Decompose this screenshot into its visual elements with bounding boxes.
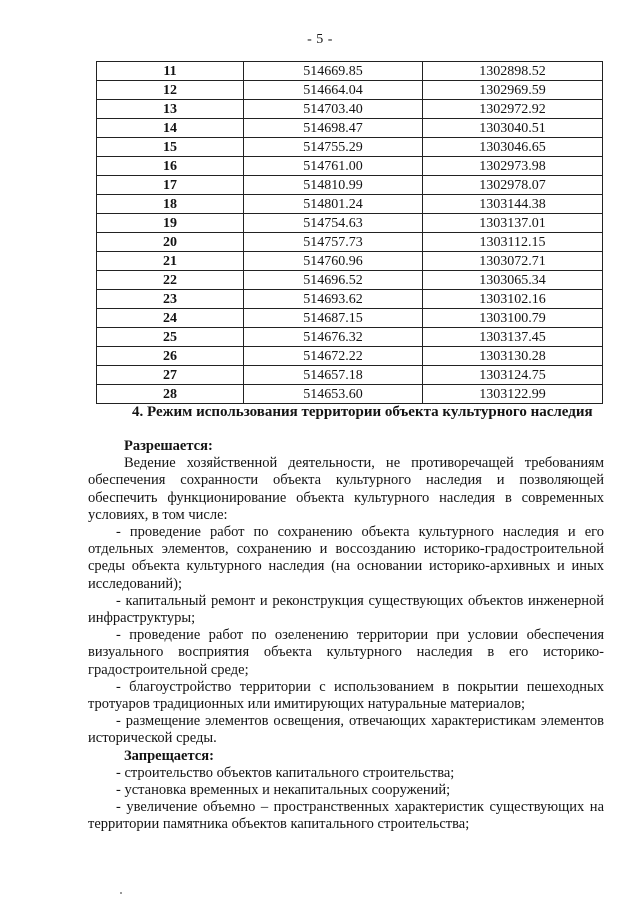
allowed-item: - проведение работ по сохранению объекта культурного наследия и его отдельных элементов, сохранению и воссозданию историко-градостроительной среды объекта культурного наследия (на основании историко-архивных и иных исследований); (88, 524, 604, 592)
section-body (88, 438, 604, 834)
table-row (97, 176, 603, 195)
y-coordinate-cell: 1303130.28 (423, 347, 603, 366)
allowed-item: - благоустройство территории с использованием в покрытии пешеходных тротуаров традиционных или имитирующих натуральные материалов; (88, 678, 604, 713)
x-coordinate-cell: 514693.62 (244, 290, 423, 309)
x-coordinate-cell: 514757.73 (244, 233, 423, 252)
x-coordinate-cell: 514801.24 (244, 195, 423, 214)
point-number-cell: 14 (97, 119, 244, 138)
x-coordinate-cell: 514676.32 (244, 328, 423, 347)
y-coordinate-cell: 1302973.98 (423, 157, 603, 176)
table-row (97, 309, 603, 328)
coordinates-table (96, 61, 603, 404)
y-coordinate-cell: 1303100.79 (423, 309, 603, 328)
y-coordinate-cell: 1302898.52 (423, 62, 603, 81)
point-number-cell: 22 (97, 271, 244, 290)
table-row (97, 328, 603, 347)
table-row (97, 385, 603, 404)
y-coordinate-cell: 1303124.75 (423, 366, 603, 385)
y-coordinate-cell: 1303072.71 (423, 252, 603, 271)
point-number-cell: 13 (97, 100, 244, 119)
x-coordinate-cell: 514703.40 (244, 100, 423, 119)
table-row (97, 366, 603, 385)
table-row (97, 81, 603, 100)
point-number-cell: 15 (97, 138, 244, 157)
x-coordinate-cell: 514669.85 (244, 62, 423, 81)
table-row (97, 195, 603, 214)
x-coordinate-cell: 514696.52 (244, 271, 423, 290)
point-number-cell: 19 (97, 214, 244, 233)
x-coordinate-cell: 514754.63 (244, 214, 423, 233)
table-row (97, 252, 603, 271)
table-row (97, 271, 603, 290)
table-row (97, 119, 603, 138)
point-number-cell: 18 (97, 195, 244, 214)
point-number-cell: 26 (97, 347, 244, 366)
y-coordinate-cell: 1303040.51 (423, 119, 603, 138)
y-coordinate-cell: 1303144.38 (423, 195, 603, 214)
x-coordinate-cell: 514810.99 (244, 176, 423, 195)
allowed-item: - проведение работ по озеленению территории при условии обеспечения визуального восприятия объекта культурного наследия в его историко-градостроительной среде; (88, 627, 604, 678)
y-coordinate-cell: 1302969.59 (423, 81, 603, 100)
point-number-cell: 17 (97, 176, 244, 195)
allowed-intro: Ведение хозяйственной деятельности, не противоречащей требованиям обеспечения сохранности объекта культурного наследия и позволяющей обеспечить функционирование объекта культурного наследия в современных условиях, в том числе: (88, 455, 604, 523)
y-coordinate-cell: 1303137.45 (423, 328, 603, 347)
y-coordinate-cell: 1303102.16 (423, 290, 603, 309)
x-coordinate-cell: 514672.22 (244, 347, 423, 366)
x-coordinate-cell: 514760.96 (244, 252, 423, 271)
table-row (97, 62, 603, 81)
point-number-cell: 16 (97, 157, 244, 176)
x-coordinate-cell: 514687.15 (244, 309, 423, 328)
y-coordinate-cell: 1303046.65 (423, 138, 603, 157)
y-coordinate-cell: 1303112.15 (423, 233, 603, 252)
forbidden-item: - увеличение объемно – пространственных характеристик существующих на территории памятника объектов капитального строительства; (88, 799, 604, 833)
point-number-cell: 23 (97, 290, 244, 309)
y-coordinate-cell: 1302972.92 (423, 100, 603, 119)
table-row (97, 233, 603, 252)
table-row (97, 290, 603, 309)
y-coordinate-cell: 1303065.34 (423, 271, 603, 290)
forbidden-item: - установка временных и некапитальных сооружений; (116, 782, 451, 799)
point-number-cell: 21 (97, 252, 244, 271)
section-title: 4. Режим использования территории объекта культурного наследия (132, 404, 593, 420)
point-number-cell: 27 (97, 366, 244, 385)
table-row (97, 100, 603, 119)
x-coordinate-cell: 514664.04 (244, 81, 423, 100)
table-row (97, 157, 603, 176)
allowed-item: - размещение элементов освещения, отвечающих характеристикам элементов исторической среды. (88, 713, 604, 747)
y-coordinate-cell: 1303122.99 (423, 385, 603, 404)
allowed-heading: Разрешается: (124, 438, 213, 454)
table-row (97, 347, 603, 366)
forbidden-heading: Запрещается: (124, 747, 214, 764)
point-number-cell: 28 (97, 385, 244, 404)
x-coordinate-cell: 514755.29 (244, 138, 423, 157)
x-coordinate-cell: 514653.60 (244, 385, 423, 404)
point-number-cell: 20 (97, 233, 244, 252)
point-number-cell: 12 (97, 81, 244, 100)
table-row (97, 214, 603, 233)
forbidden-item: - строительство объектов капитального строительства; (116, 764, 455, 781)
x-coordinate-cell: 514761.00 (244, 157, 423, 176)
point-number-cell: 25 (97, 328, 244, 347)
allowed-item: - капитальный ремонт и реконструкция существующих объектов инженерной инфраструктуры; (88, 592, 604, 627)
page-number: - 5 - (307, 32, 333, 47)
x-coordinate-cell: 514657.18 (244, 366, 423, 385)
point-number-cell: 11 (97, 62, 244, 81)
y-coordinate-cell: 1303137.01 (423, 214, 603, 233)
x-coordinate-cell: 514698.47 (244, 119, 423, 138)
point-number-cell: 24 (97, 309, 244, 328)
y-coordinate-cell: 1302978.07 (423, 176, 603, 195)
table-row (97, 138, 603, 157)
scan-mark (120, 892, 122, 894)
coordinates-table-body (97, 62, 603, 404)
